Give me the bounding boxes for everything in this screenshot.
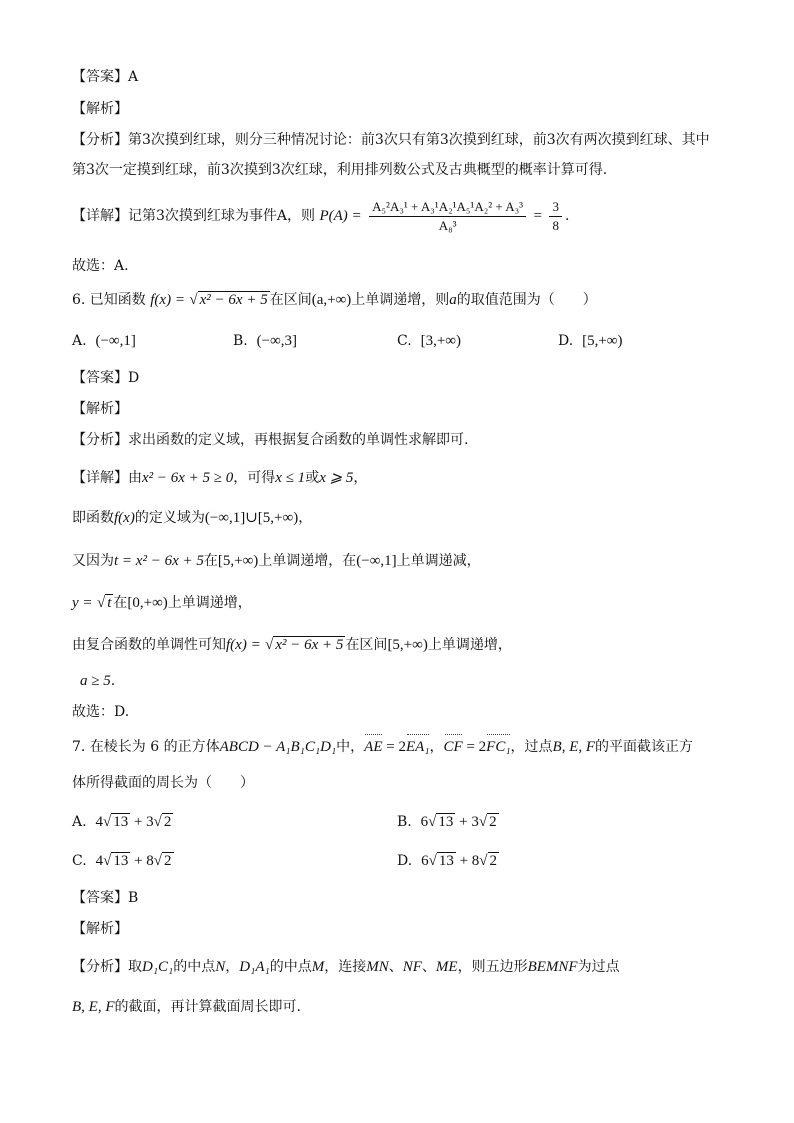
sqrt: √ 2 xyxy=(478,814,497,830)
vector-ae: AE xyxy=(364,739,383,755)
q7-option-c xyxy=(72,851,174,871)
math-a-ge-5: a ≥ 5 xyxy=(80,673,111,689)
fenxi-text-cont: 第3次一定摸到红球，前3次摸到3次红球，利用排列数公式及古典概型的概率计算可得. xyxy=(72,162,608,178)
sqrt: √ 2 xyxy=(479,853,498,869)
q5-detail-line xyxy=(72,198,569,234)
sqrt-t: √ t xyxy=(96,595,112,611)
text: ，则五边形 xyxy=(457,959,528,975)
text: ， xyxy=(298,510,313,526)
q6-detail-1 xyxy=(72,468,367,488)
text: 7. 在棱长为 6 的正方体 xyxy=(72,739,220,755)
analysis-tag: 【解析】 xyxy=(72,401,128,417)
math-domain: (−∞,1]∪[5,+∞) xyxy=(204,510,299,526)
q6-analysis-tag xyxy=(72,399,128,419)
detail-tag: 【详解】 xyxy=(72,470,128,486)
q6-option-c xyxy=(397,331,461,351)
sqrt: √ 2 xyxy=(153,814,172,830)
option-value: [3,+∞) xyxy=(420,333,461,349)
q6-stem-text-d: 的取值范围为（ ） xyxy=(456,292,597,308)
text: 在区间 xyxy=(345,637,388,653)
math-interval: (−∞,1] xyxy=(356,553,397,569)
option-label: C. xyxy=(72,853,87,869)
q7-fenxi-1 xyxy=(72,957,620,977)
math-d1c1: D₁C₁ xyxy=(142,959,174,975)
coef: 6 xyxy=(420,814,429,830)
fraction-denominator: A₈³ xyxy=(438,217,457,233)
q5-analysis-tag xyxy=(72,99,128,119)
math-points: B, E, F xyxy=(552,739,596,755)
q6-detail-2 xyxy=(72,508,312,528)
math-inequality: x² − 6x + 5 ≥ 0 xyxy=(142,470,234,486)
option-label: D. xyxy=(558,333,574,349)
math-interval: [5,+∞) xyxy=(387,637,428,653)
text: 为过点 xyxy=(577,959,620,975)
radicand: 13 xyxy=(113,853,129,869)
analysis-tag: 【解析】 xyxy=(72,921,128,937)
math-fx: f(x) = xyxy=(226,637,261,653)
text: 的平面截该正方 xyxy=(595,739,694,755)
text: ，过点 xyxy=(510,739,553,755)
option-value: (−∞,1] xyxy=(95,333,136,349)
q6-choose xyxy=(72,702,129,722)
sqrt: √ 13 xyxy=(102,814,129,830)
answer-tag: 【答案】 xyxy=(72,370,128,386)
math-eq: = 2 xyxy=(462,739,487,755)
result-numerator: 3 xyxy=(549,199,562,217)
text: 由复合函数的单调性可知 xyxy=(72,637,226,653)
math-t-def: t = x² − 6x + 5 xyxy=(114,553,204,569)
math-pentagon: BEMNF xyxy=(527,959,578,975)
choose-text: 故选：A. xyxy=(72,258,129,274)
result-fraction xyxy=(549,199,562,234)
math-nf: NF xyxy=(402,959,422,975)
text: 或 xyxy=(305,470,320,486)
answer-value: B xyxy=(128,890,139,906)
plus-coef: + 8 xyxy=(130,853,154,869)
analysis-tag: 【解析】 xyxy=(72,101,128,117)
sqrt: √ 13 xyxy=(103,853,129,869)
vector-fc1: FC₁ xyxy=(486,739,511,755)
radicand: 13 xyxy=(438,853,454,869)
text: 的中点 xyxy=(173,959,216,975)
text: 取 xyxy=(128,959,142,975)
radicand: 2 xyxy=(489,814,497,830)
fenxi-text: 求出函数的定义域，再根据复合函数的单调性求解即可. xyxy=(128,432,469,448)
text: ，连接 xyxy=(324,959,367,975)
q6-var-a: a xyxy=(449,292,457,308)
math-x-le-1: x ≤ 1 xyxy=(275,470,306,486)
q5-answer-line xyxy=(72,67,138,87)
text: ， xyxy=(429,739,444,755)
radicand: x² − 6x + 5 xyxy=(275,637,344,653)
radicand: 2 xyxy=(163,814,172,830)
q6-stem-text-c: 上单调递增，则 xyxy=(351,292,450,308)
fenxi-text: 第3次摸到红球，则分三种情况讨论：前3次只有第3次摸到红球，前3次有两次摸到红球、其中 xyxy=(128,132,710,148)
answer-tag: 【答案】 xyxy=(72,69,128,85)
sqrt-expr: √ x² − 6x + 5 xyxy=(265,637,344,653)
math-interval: [5,+∞) xyxy=(217,553,259,569)
result-denominator: 8 xyxy=(552,217,559,233)
option-label: C. xyxy=(397,333,412,349)
q6-fenxi xyxy=(72,430,468,450)
equals-sign: = xyxy=(533,208,543,224)
q6-interval: (a,+∞) xyxy=(311,292,352,308)
q6-answer-line xyxy=(72,368,139,388)
math-n: N xyxy=(215,959,226,975)
q6-function: f(x) = xyxy=(150,292,185,308)
option-label: B. xyxy=(233,333,248,349)
text: 在 xyxy=(113,595,128,611)
radicand: 2 xyxy=(164,853,172,869)
q5-fenxi-line2 xyxy=(72,160,607,180)
radicand: 2 xyxy=(489,853,498,869)
radicand: 13 xyxy=(113,814,129,830)
answer-tag: 【答案】 xyxy=(72,890,128,906)
math-x-ge-5: x ⩾ 5 xyxy=(319,470,354,486)
period: . xyxy=(564,208,570,224)
q7-option-d xyxy=(397,851,499,871)
q6-option-b xyxy=(233,331,297,351)
text: 上单调递增， xyxy=(427,637,512,653)
math-m: M xyxy=(311,959,325,975)
math-me: ME xyxy=(435,959,458,975)
choose-text: 故选：D. xyxy=(72,704,130,720)
sqrt: √ 13 xyxy=(428,853,454,869)
q6-sqrt: √ x² − 6x + 5 xyxy=(189,292,268,308)
sqrt: √ 13 xyxy=(428,814,454,830)
text: 体所得截面的周长为（ ） xyxy=(72,775,254,791)
q6-option-a xyxy=(72,331,136,351)
fenxi-tag: 【分析】 xyxy=(72,432,128,448)
probability-lhs: P(A) = xyxy=(319,208,362,224)
option-value: (−∞,3] xyxy=(256,333,298,349)
option-label: D. xyxy=(397,853,413,869)
q7-fenxi-2 xyxy=(72,997,301,1017)
plus-coef: + 8 xyxy=(455,853,480,869)
q7-stem-2 xyxy=(72,773,254,793)
radicand: t xyxy=(107,595,112,611)
math-interval: [0,+∞) xyxy=(127,595,168,611)
math-y: y = xyxy=(72,595,93,611)
q6-detail-4 xyxy=(72,593,252,613)
text: 上单调递增，在 xyxy=(258,553,357,569)
option-label: A. xyxy=(72,814,87,830)
math-eq: = 2 xyxy=(382,739,406,755)
text: 由 xyxy=(128,470,142,486)
coef: 4 xyxy=(95,853,104,869)
math-points: B, E, F xyxy=(72,999,115,1015)
period: . xyxy=(110,673,116,689)
detail-text: 记第3次摸到红球为事件A，则 xyxy=(128,208,316,224)
plus-coef: + 3 xyxy=(455,814,479,830)
math-d1a1: D₁A₁ xyxy=(239,959,270,975)
q6-option-d xyxy=(558,331,623,351)
coef: 4 xyxy=(95,814,103,830)
text: 、 xyxy=(388,959,403,975)
q7-answer-line xyxy=(72,888,138,908)
q7-stem-1 xyxy=(72,737,693,757)
text: ， xyxy=(353,470,368,486)
text: 在 xyxy=(203,553,218,569)
q5-fenxi-line1 xyxy=(72,130,710,150)
plus-coef: + 3 xyxy=(130,814,154,830)
text: 即函数 xyxy=(72,510,114,526)
fenxi-tag: 【分析】 xyxy=(72,959,128,975)
q7-analysis-tag xyxy=(72,919,128,939)
radicand: 13 xyxy=(438,814,454,830)
text: 、 xyxy=(421,959,436,975)
q6-stem-text-b: 在区间 xyxy=(269,292,312,308)
text: 又因为 xyxy=(72,553,114,569)
q6-stem-text: 6. 已知函数 xyxy=(72,292,146,308)
q6-detail-6 xyxy=(80,671,115,691)
text: 上单调递减， xyxy=(396,553,481,569)
q5-choose xyxy=(72,256,129,276)
fenxi-tag: 【分析】 xyxy=(72,132,128,148)
vector-cf: CF xyxy=(443,739,463,755)
math-cube: ABCD − A₁B₁C₁D₁ xyxy=(219,739,337,755)
option-value: [5,+∞) xyxy=(582,333,623,349)
text: 上单调递增， xyxy=(167,595,252,611)
q6-radicand: x² − 6x + 5 xyxy=(199,292,268,308)
option-label: B. xyxy=(397,814,412,830)
q7-option-a xyxy=(72,812,173,832)
q6-stem xyxy=(72,290,597,310)
math-mn: MN xyxy=(366,959,389,975)
option-label: A. xyxy=(72,333,87,349)
coef: 6 xyxy=(421,853,429,869)
fraction-numerator: A₅²A₃¹ + A₃¹A₂¹A₅¹A₂² + A₃³ xyxy=(369,199,526,217)
text: 的中点 xyxy=(269,959,312,975)
vector-ea1: EA₁ xyxy=(405,739,430,755)
text: 的截面，再计算截面周长即可. xyxy=(114,999,301,1015)
text: 中， xyxy=(336,739,365,755)
sqrt: √ 2 xyxy=(153,853,172,869)
text: ，可得 xyxy=(233,470,276,486)
answer-value: A xyxy=(128,69,139,85)
probability-fraction xyxy=(369,199,526,234)
math-fx: f(x) xyxy=(114,510,135,526)
q6-detail-3 xyxy=(72,551,481,571)
text: 的定义域为 xyxy=(134,510,205,526)
q6-detail-5 xyxy=(72,635,512,655)
q7-option-b xyxy=(397,812,499,832)
answer-value: D xyxy=(128,370,140,386)
detail-tag: 【详解】 xyxy=(72,208,128,224)
text: ， xyxy=(225,959,240,975)
